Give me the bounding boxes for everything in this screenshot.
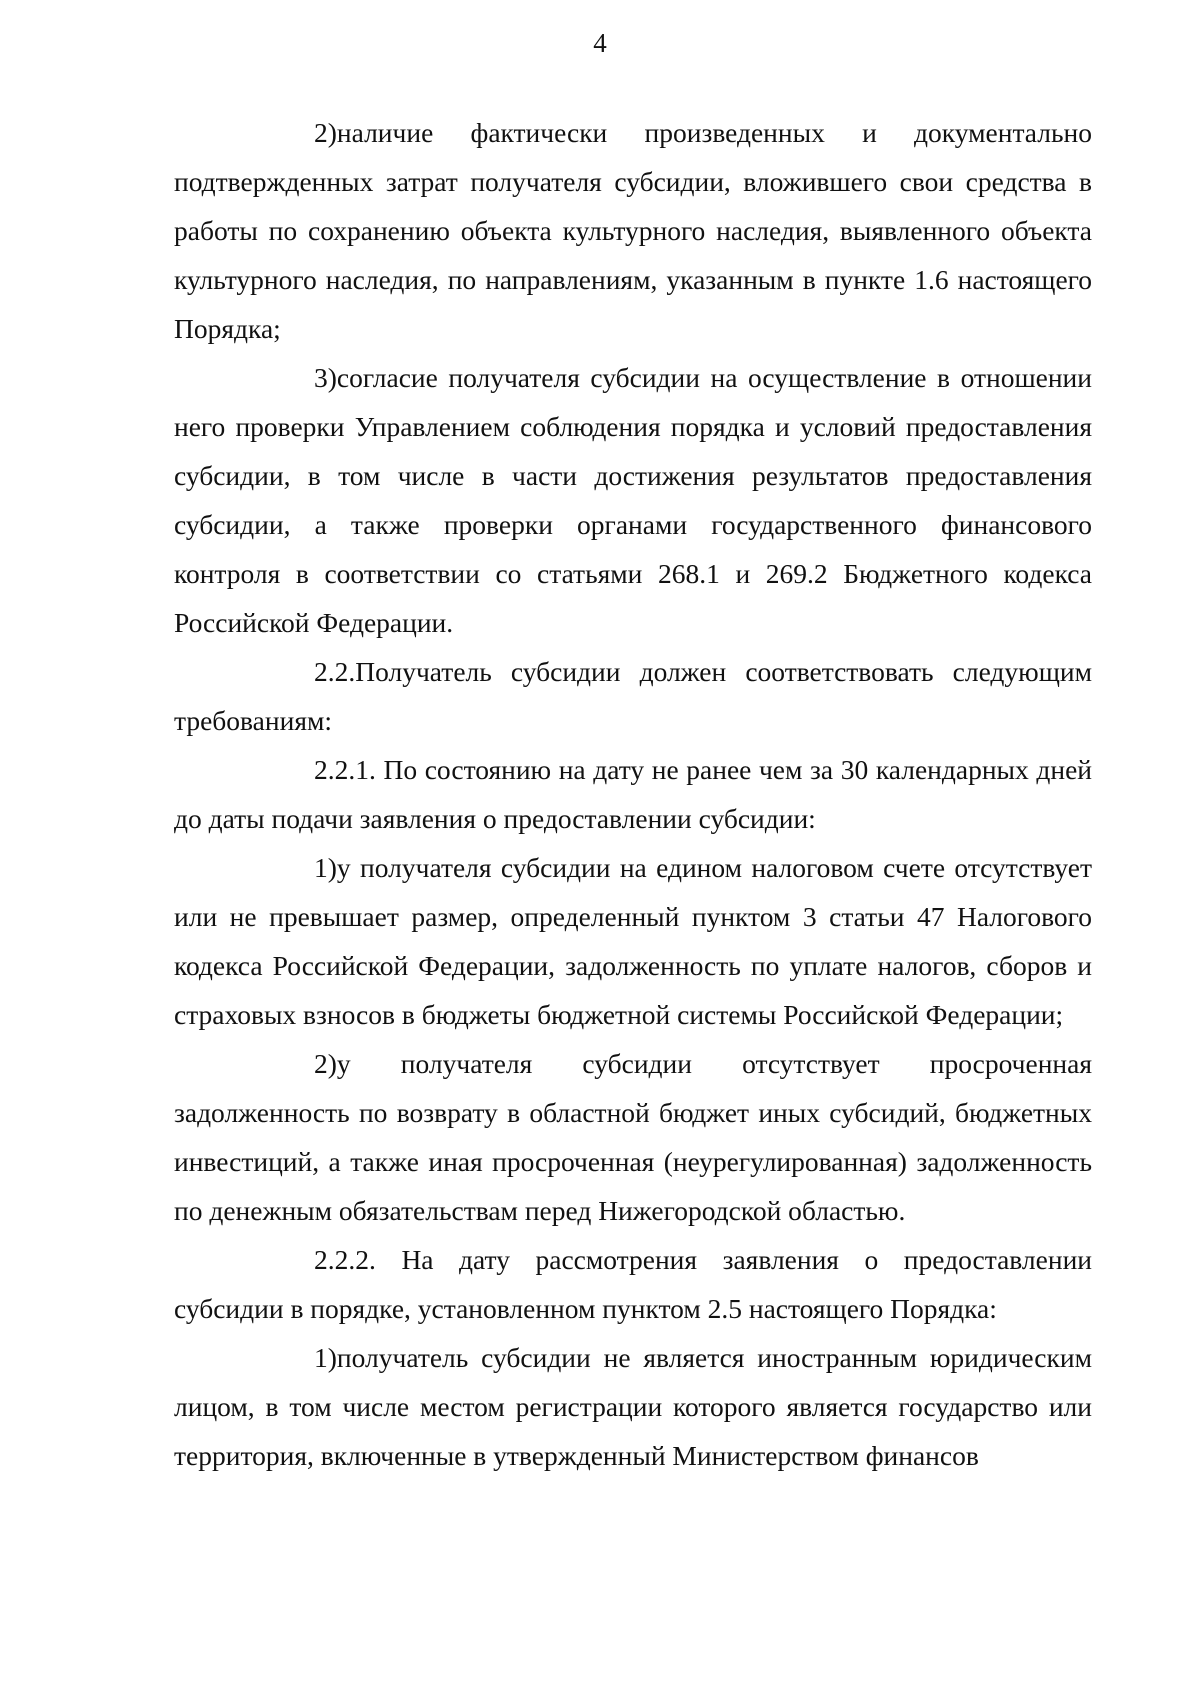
paragraph-item-3: [174, 353, 1092, 647]
item-number: 2): [314, 117, 337, 148]
paragraph-item-2-2-2-1: [174, 1333, 1092, 1480]
paragraph-text: На дату рассмотрения заявления о предоставлении субсидии в порядке, установленном пунктом 2.5 настоящего Порядка:: [174, 1244, 1093, 1324]
paragraph-text: Получатель субсидии должен соответствовать следующим требованиям:: [174, 656, 1092, 736]
item-number: 3): [314, 362, 337, 393]
page-number: 4: [593, 28, 607, 58]
item-number: 2): [314, 1048, 337, 1079]
section-number: 2.2.: [314, 656, 356, 687]
paragraph-section-2-2-2: [174, 1235, 1092, 1333]
paragraph-section-2-2-1: [174, 745, 1092, 843]
paragraph-text: согласие получателя субсидии на осуществление в отношении него проверки Управлением соблюдения порядка и условий предоставления субсидии, в том числе в части достижения результатов предоставления субсидии, а также проверки органами государственного финансового контроля в соответствии со статьями 268.1 и 269.2 Бюджетного кодекса Российской Федерации.: [174, 362, 1092, 638]
document-body: [174, 108, 1092, 1480]
paragraph-text: По состоянию на дату не ранее чем за 30 календарных дней до даты подачи заявления о предоставлении субсидии:: [174, 754, 1093, 834]
item-number: 1): [314, 1342, 337, 1373]
paragraph-text: у получателя субсидии на едином налоговом счете отсутствует или не превышает размер, определенный пунктом 3 статьи 47 Налогового кодекса Российской Федерации, задолженность по уплате налогов, сборов и страховых взносов в бюджеты бюджетной системы Российской Федерации;: [174, 852, 1092, 1030]
item-number: 1): [314, 852, 337, 883]
paragraph-item-2-2-1-1: [174, 843, 1092, 1039]
paragraph-section-2-2: [174, 647, 1092, 745]
section-number: 2.2.2.: [314, 1244, 376, 1275]
section-number: 2.2.1.: [314, 754, 376, 785]
paragraph-text: наличие фактически произведенных и документально подтвержденных затрат получателя субсидии, вложившего свои средства в работы по сохранению объекта культурного наследия, выявленного объекта культурного наследия, по направлениям, указанным в пункте 1.6 настоящего Порядка;: [174, 117, 1092, 344]
paragraph-item-2: [174, 108, 1092, 353]
paragraph-text: получатель субсидии не является иностранным юридическим лицом, в том числе местом регистрации которого является государство или территория, включенные в утвержденный Министерством финансов: [174, 1342, 1092, 1471]
paragraph-text: у получателя субсидии отсутствует просроченная задолженность по возврату в областной бюджет иных субсидий, бюджетных инвестиций, а также иная просроченная (неурегулированная) задолженность по денежным обязательствам перед Нижегородской областью.: [174, 1048, 1092, 1226]
paragraph-item-2-2-1-2: [174, 1039, 1092, 1235]
